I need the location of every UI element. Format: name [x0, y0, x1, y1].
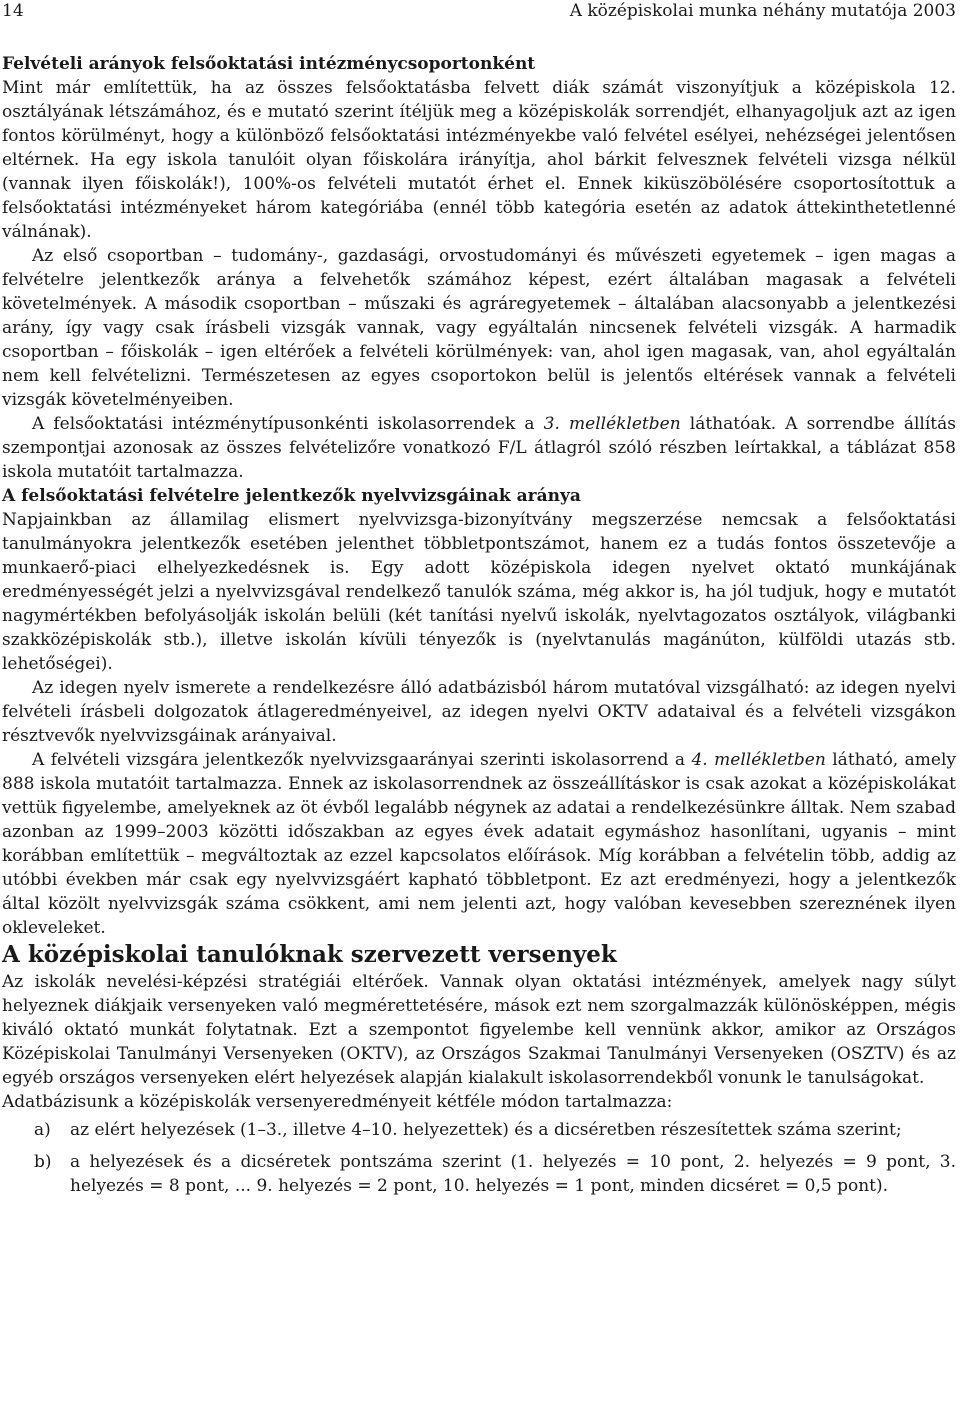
paragraph	[2, 748, 956, 940]
criteria-list	[2, 1118, 956, 1198]
text-run: A felsőoktatási intézménytípusonkénti iskolasorrendek a	[32, 414, 544, 434]
section-heading-language-exams: A felsőoktatási felvételre jelentkezők nyelvvizsgáinak aránya	[2, 486, 581, 506]
list-item	[2, 1150, 956, 1198]
page-number: 14	[2, 1, 24, 21]
section-heading-competitions: A középiskolai tanulóknak szervezett versenyek	[2, 941, 617, 968]
paragraph: Az első csoportban – tudomány-, gazdasági, orvostudományi és művészeti egyetemek – igen magas a felvételre jelentkezők aránya a felvehetők számához képest, ezért általában magasak a felvételi követelmények. A második csoportban – műszaki és agráregyetemek – általában alacsonyabb a jelentkezési arány, így vagy csak írásbeli vizsgák vannak, vagy egyáltalán nincsenek felvételi vizsgák. A harmadik csoportban – főiskolák – igen eltérőek a felvételi körülmények: van, ahol igen magasak, van, ahol egyáltalán nem kell felvételizni. Természetesen az egyes csoportokon belül is jelentős eltérések vannak a felvételi vizsgák követelményeiben.	[2, 246, 956, 410]
paragraph: Mint már említettük, ha az összes felsőoktatásba felvett diák számát viszonyítjuk a középiskola 12. osztályának létszámához, és e mutató szerint ítéljük meg a középiskolák sorrendjét, elhanyagoljuk azt az igen fontos körülményt, hogy a különböző felsőoktatási intézményekbe való felvétel esélyei, nehézségei jelentősen eltérnek. Ha egy iskola tanulóit olyan főiskolára irányítja, ahol bárkit felvesznek felvételi vizsga nélkül (vannak ilyen főiskolák!), 100%-os felvételi mutatót érhet el. Ennek kiküszöbölésére csoportosítottuk a felsőoktatási intézményeket három kategóriába (ennél több kategória esetén az adatok áttekinthetetlenné válnának).	[2, 78, 956, 242]
list-marker: b)	[34, 1152, 52, 1172]
paragraph: Az iskolák nevelési-képzési stratégiái eltérőek. Vannak olyan oktatási intézmények, amelyek nagy súlyt helyeznek diákjaik versenyeken való megmérettetésére, mások ezt nem szorgalmazzák különösképpen, mégis kiváló oktató munkát folytatnak. Ezt a szempontot figyelembe kell vennünk akkor, amikor az Országos Középiskolai Tanulmányi Versenyeken (OKTV), az Országos Szakmai Tanulmányi Versenyeken (OSZTV) és az egyéb országos versenyeken elért helyezések alapján kialakult iskolasorrendekből vonunk le tanulságokat.	[2, 972, 956, 1088]
list-item-text: az elért helyezések (1–3., illetve 4–10. helyezettek) és a dicséretben részesítettek száma szerint;	[70, 1120, 902, 1140]
list-item-text: a helyezések és a dicséretek pontszáma szerint (1. helyezés = 10 pont, 2. helyezés = 9 pont, 3. helyezés = 8 pont, ... 9. helyezés = 2 pont, 10. helyezés = 1 pont, minden dicséret = 0,5 pont).	[70, 1152, 956, 1196]
list-marker: a)	[34, 1120, 51, 1140]
page-header	[2, 0, 956, 24]
text-run: A felvételi vizsgára jelentkezők nyelvvizsgaarányai szerinti iskolasorrend a	[32, 750, 692, 770]
text-run: látható, amely 888 iskola mutatóit tartalmazza. Ennek az iskolasorrendnek az összeállításkor is csak azokat a középiskolákat vettük figyelembe, amelyeknek az öt évből legalább négynek az adatai a rendelkezésünkre álltak. Nem szabad azonban az 1999–2003 közötti időszakban az egyes évek adatait egymáshoz hasonlítani, ugyanis – mint korábban említettük – megváltoztak az ezzel kapcsolatos előírások. Míg korábban a felvételin több, addig az utóbbi években már csak egy nyelvvizsgáért kapható többletpont. Ez azt eredményezi, hogy a jelentkezők által közölt nyelvvizsgák száma csökkent, ami nem jelenti azt, hogy valóban kevesebben szereznének ilyen okleveleket.	[2, 750, 957, 938]
section-heading-admission-ratios: Felvételi arányok felsőoktatási intézménycsoportonként	[2, 54, 536, 74]
text-run: láthatóak. A sorrendbe állítás szempontjai azonosak az összes felvételizőre vonatkozó F/L átlagról szóló részben leírtakkal, a táblázat 858 iskola mutatóit tartalmazza.	[2, 414, 956, 482]
running-title: A középiskolai munka néhány mutatója 2003	[569, 1, 956, 21]
page-content	[2, 52, 956, 1206]
paragraph	[2, 412, 956, 484]
paragraph: Adatbázisunk a középiskolák versenyeredményeit kétféle módon tartalmazza:	[2, 1092, 673, 1112]
list-item	[2, 1118, 956, 1142]
appendix-reference: 3. mellékletben	[543, 414, 681, 434]
paragraph: Napjainkban az államilag elismert nyelvvizsga-bizonyítvány megszerzése nemcsak a felsőoktatási tanulmányokra jelentkezők esetében jelenthet többletpontszámot, hanem ez a tudás fontos összetevője a munkaerő-piaci elhelyezkedésnek is. Egy adott középiskola idegen nyelvet oktató munkájának eredményességét jelzi a nyelvvizsgával rendelkező tanulók száma, még akkor is, ha jól tudjuk, hogy e mutatót nagymértékben befolyásolják iskolán belüli (két tanítási nyelvű iskolák, nyelvtagozatos osztályok, világbanki szakközépiskolák stb.), illetve iskolán kívüli tényezők is (nyelvtanulás magánúton, külföldi utazás stb. lehetőségei).	[2, 510, 956, 674]
appendix-reference: 4. mellékletben	[691, 750, 826, 770]
paragraph: Az idegen nyelv ismerete a rendelkezésre álló adatbázisból három mutatóval vizsgálható: az idegen nyelvi felvételi írásbeli dolgozatok átlageredményeivel, az idegen nyelvi OKTV adataival és a felvételi vizsgákon résztvevők nyelvvizsgáinak arányaival.	[2, 678, 956, 746]
